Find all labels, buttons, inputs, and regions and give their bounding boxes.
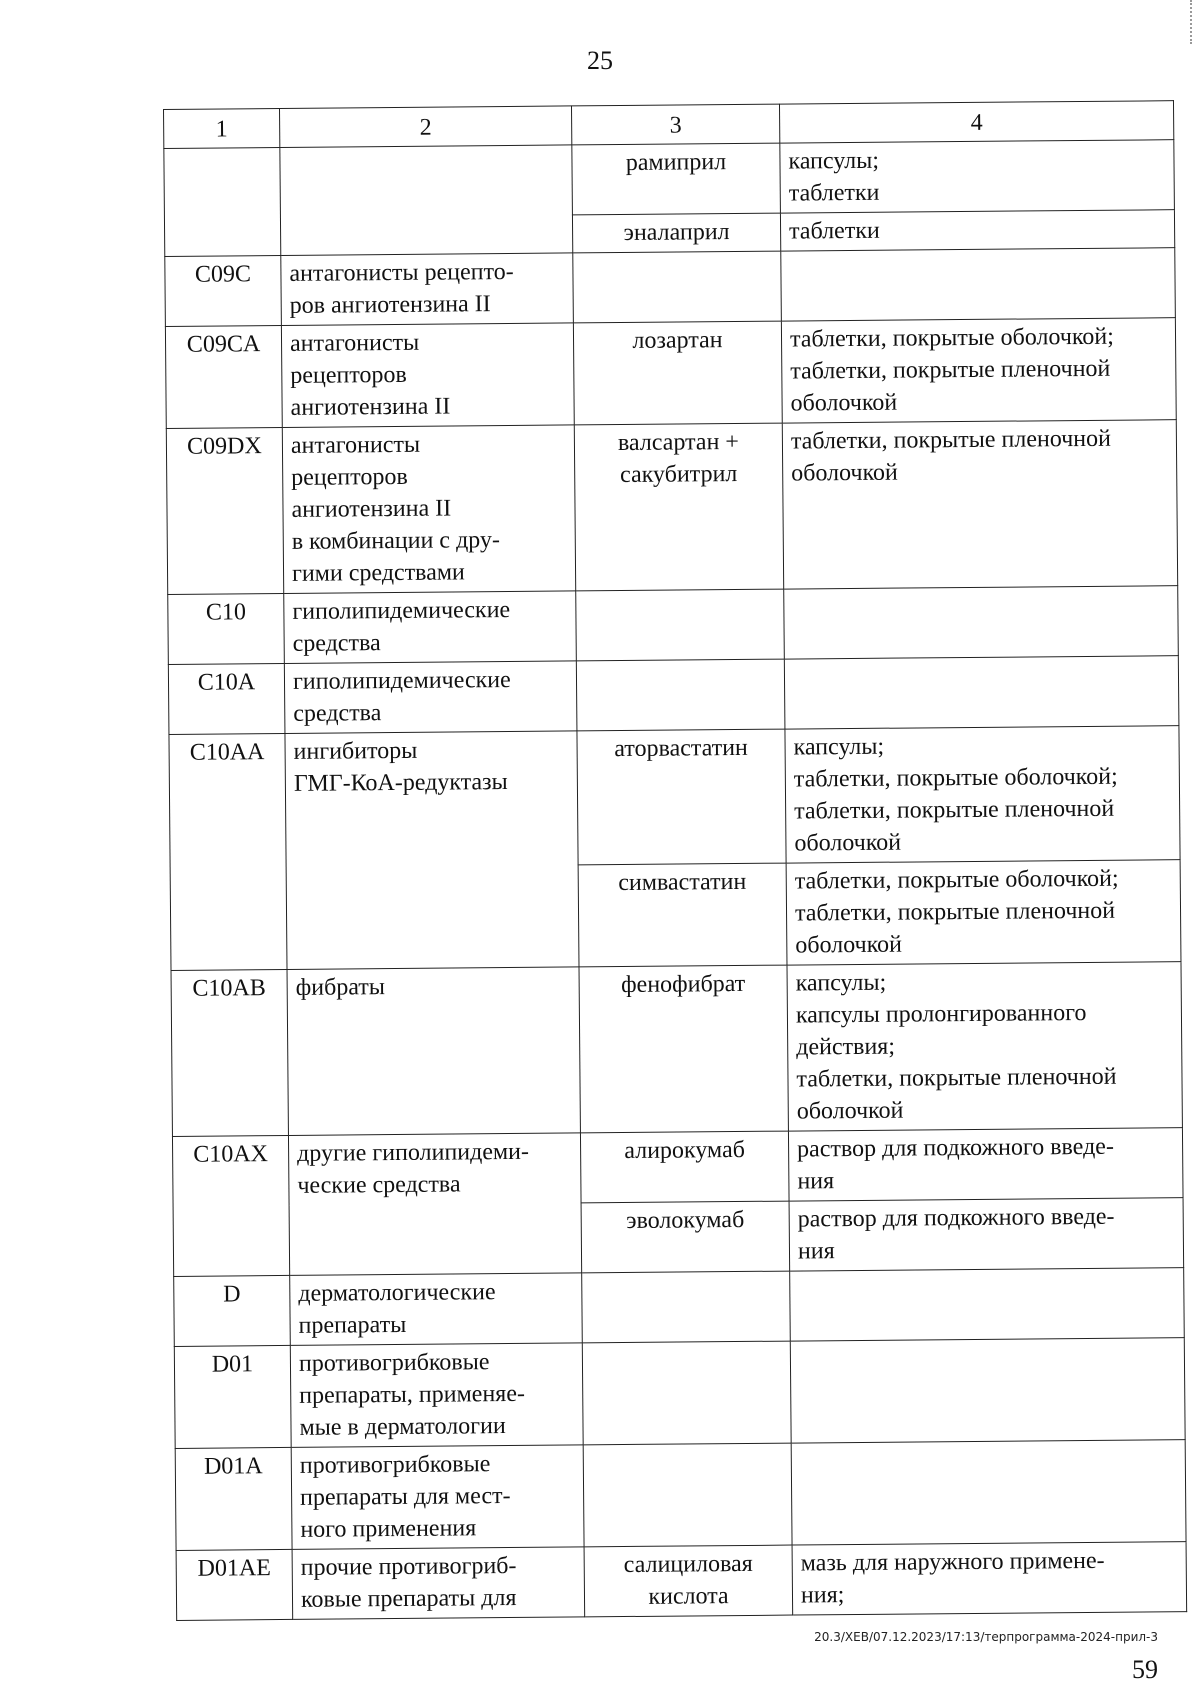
atc-code-cell <box>164 147 281 256</box>
dosage-form-cell: таблетки <box>780 210 1174 251</box>
table-row <box>176 1542 1187 1621</box>
table-row <box>169 726 1180 869</box>
dosage-form-cell: раствор для подкожного введе- ния <box>789 1198 1184 1271</box>
dosage-form-cell: таблетки, покрытые оболочкой; таблетки, покрытые пленочной оболочкой <box>786 860 1181 965</box>
pharmacological-group-cell: прочие противогриб- ковые препараты для <box>292 1547 585 1620</box>
pharmacological-group-cell: антагонисты рецепторов ангиотензина II в комбинации с дру- гими средствами <box>282 425 575 594</box>
dosage-form-cell <box>784 586 1179 659</box>
drug-name-cell: эволокумаб <box>581 1201 790 1273</box>
pharmacological-group-cell: гиполипидемические средства <box>284 661 577 734</box>
atc-code-cell: D01 <box>174 1345 291 1448</box>
drug-name-cell: симвастатин <box>578 863 787 967</box>
drug-name-cell <box>582 1341 791 1445</box>
dosage-form-cell: таблетки, покрытые пленочной оболочкой <box>782 420 1177 589</box>
table-row <box>166 420 1177 595</box>
drug-name-cell: салициловая кислота <box>584 1545 793 1617</box>
drug-name-cell <box>582 1271 791 1343</box>
pharmacological-group-cell: противогрибковые препараты, применяе- мые в дерматологии <box>290 1343 583 1448</box>
drug-name-cell: валсартан + сакубитрил <box>574 423 783 591</box>
atc-code-cell: C09DX <box>166 427 283 594</box>
atc-code-cell: C10AA <box>169 733 287 970</box>
drug-name-cell <box>576 659 785 731</box>
drug-name-cell: рамиприл <box>572 143 781 215</box>
pharmacological-group-cell: другие гиполипидеми- ческие средства <box>288 1133 581 1276</box>
dosage-form-cell: капсулы; таблетки, покрытые оболочкой; таблетки, покрытые пленочной оболочкой <box>785 726 1180 863</box>
drug-name-cell <box>583 1443 792 1547</box>
dosage-form-cell <box>790 1338 1185 1443</box>
table-row <box>164 140 1175 219</box>
atc-code-cell: D <box>174 1275 291 1346</box>
pharmacological-group-cell: антагонисты рецепто- ров ангиотензина II <box>281 253 574 326</box>
header-col-4: 4 <box>779 101 1173 143</box>
pharmacological-group-cell: ингибиторы ГМГ-КоА-редуктазы <box>285 731 579 970</box>
table-row <box>175 1440 1186 1551</box>
drug-name-cell: лозартан <box>573 321 782 425</box>
dosage-form-cell: раствор для подкожного введе- ния <box>788 1128 1183 1201</box>
drug-name-cell: аторвастатин <box>577 729 786 865</box>
drug-name-cell: эналаприл <box>572 213 780 253</box>
pharmacological-group-cell: фибраты <box>287 967 580 1136</box>
drug-name-cell <box>573 251 782 323</box>
drug-name-cell: алирокумаб <box>580 1131 789 1203</box>
table-row <box>174 1338 1185 1449</box>
drug-name-cell <box>576 589 785 661</box>
table-row <box>165 248 1176 327</box>
atc-code-cell: C10 <box>168 593 285 664</box>
atc-code-cell: C10AB <box>171 969 288 1136</box>
table-row <box>165 318 1176 429</box>
table-row <box>168 586 1179 665</box>
atc-code-cell: C10A <box>168 663 285 734</box>
atc-code-cell: D01A <box>175 1447 292 1550</box>
dosage-form-cell: капсулы; капсулы пролонгированного действия; таблетки, покрытые пленочной оболочкой <box>787 962 1182 1131</box>
table-body <box>164 140 1187 1621</box>
dosage-form-cell: таблетки, покрытые оболочкой; таблетки, покрытые пленочной оболочкой <box>781 318 1176 423</box>
pharmacological-group-cell: гиполипидемические средства <box>284 591 577 664</box>
pharmacological-group-cell: антагонисты рецепторов ангиотензина II <box>281 323 574 428</box>
drug-name-cell: фенофибрат <box>579 965 788 1133</box>
dosage-form-cell <box>781 248 1176 321</box>
atc-code-cell: C09CA <box>165 325 282 428</box>
table-row <box>171 962 1182 1137</box>
dosage-form-cell: капсулы; таблетки <box>780 140 1175 213</box>
dosage-form-cell <box>784 656 1179 729</box>
scan-edge-mark <box>1188 0 1192 44</box>
table-row <box>174 1268 1185 1347</box>
footer-document-id: 20.3/ХЕВ/07.12.2023/17:13/терпрограмма-2024-прил-3 <box>814 1630 1158 1644</box>
atc-code-cell: C10AX <box>172 1135 289 1276</box>
dosage-form-cell: мазь для наружного примене- ния; <box>792 1542 1187 1615</box>
pharmacological-group-cell: противогрибковые препараты для мест- ного применения <box>291 1445 584 1550</box>
header-col-3: 3 <box>571 104 779 145</box>
table-row <box>168 656 1179 735</box>
dosage-form-cell <box>791 1440 1186 1545</box>
drug-list-table <box>163 100 1187 1621</box>
atc-code-cell: C09C <box>165 255 282 326</box>
pharmacological-group-cell <box>280 145 573 256</box>
header-col-1: 1 <box>164 108 280 148</box>
dosage-form-cell <box>790 1268 1185 1341</box>
page-number: 25 <box>587 46 613 75</box>
pharmacological-group-cell: дерматологические препараты <box>290 1273 583 1346</box>
footer-page-number: 59 <box>1132 1655 1158 1684</box>
atc-code-cell: D01AE <box>176 1549 293 1620</box>
header-col-2: 2 <box>279 106 571 148</box>
table-row <box>172 1128 1183 1207</box>
